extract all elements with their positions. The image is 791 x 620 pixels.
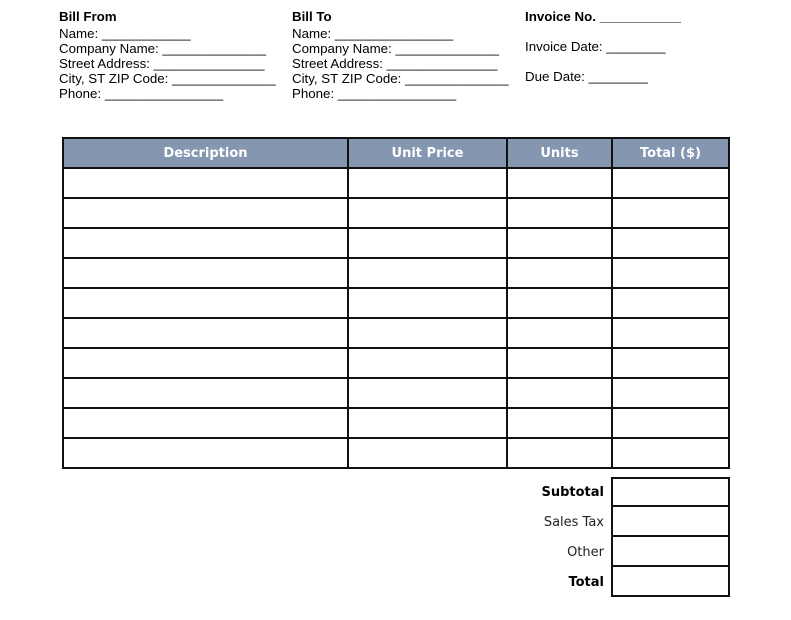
description-cell[interactable] [63,378,348,408]
total-cell[interactable] [612,378,729,408]
table-row [63,198,729,228]
bill-to-city-field[interactable]: City, ST ZIP Code: ______________ [292,71,509,86]
bill-to-street-field[interactable]: Street Address: _______________ [292,56,498,71]
other-row [500,537,730,567]
units-cell[interactable] [507,168,612,198]
table-row [63,378,729,408]
bill-from-city-field[interactable]: City, ST ZIP Code: ______________ [59,71,276,86]
column-header-total: Total ($) [612,138,729,168]
bill-to-section [292,9,509,101]
invoice-date-field[interactable]: Invoice Date: ________ [525,39,666,54]
unit-price-cell[interactable] [348,258,507,288]
bill-from-phone-field[interactable]: Phone: ________________ [59,86,224,101]
subtotal-label: Subtotal [541,484,604,500]
units-cell[interactable] [507,348,612,378]
other-cell[interactable] [611,537,730,567]
units-cell[interactable] [507,288,612,318]
table-row [63,348,729,378]
table-row [63,288,729,318]
table-row [63,318,729,348]
line-items-body [63,168,729,468]
total-label: Total [568,574,604,590]
sales-tax-cell[interactable] [611,507,730,537]
table-row [63,438,729,468]
unit-price-cell[interactable] [348,288,507,318]
total-cell[interactable] [612,408,729,438]
bill-from-title: Bill From [59,9,117,24]
bill-to-phone-field[interactable]: Phone: ________________ [292,86,457,101]
unit-price-cell[interactable] [348,198,507,228]
unit-price-cell[interactable] [348,378,507,408]
total-cell[interactable] [612,438,729,468]
table-row [63,408,729,438]
total-cell[interactable] [612,198,729,228]
description-cell[interactable] [63,258,348,288]
description-cell[interactable] [63,198,348,228]
bill-to-name-field[interactable]: Name: ________________ [292,26,454,41]
column-header-description: Description [63,138,348,168]
unit-price-cell[interactable] [348,168,507,198]
units-cell[interactable] [507,378,612,408]
bill-from-street-field[interactable]: Street Address: _______________ [59,56,265,71]
total-row [500,567,730,597]
column-header-unit-price: Unit Price [348,138,507,168]
table-row [63,228,729,258]
description-cell[interactable] [63,348,348,378]
description-cell[interactable] [63,228,348,258]
units-cell[interactable] [507,258,612,288]
invoice-number-field[interactable]: Invoice No. ___________ [525,9,681,24]
unit-price-cell[interactable] [348,228,507,258]
other-label: Other [567,544,604,560]
unit-price-cell[interactable] [348,318,507,348]
invoice-info-section [525,9,681,99]
total-cell[interactable] [612,258,729,288]
units-cell[interactable] [507,438,612,468]
total-cell[interactable] [612,348,729,378]
units-cell[interactable] [507,408,612,438]
sales-tax-row [500,507,730,537]
column-header-units: Units [507,138,612,168]
bill-from-company-field[interactable]: Company Name: ______________ [59,41,266,56]
unit-price-cell[interactable] [348,438,507,468]
bill-from-name-field[interactable]: Name: ____________ [59,26,191,41]
description-cell[interactable] [63,168,348,198]
description-cell[interactable] [63,408,348,438]
subtotal-cell[interactable] [611,477,730,507]
table-row [63,168,729,198]
total-cell[interactable] [612,228,729,258]
bill-to-company-field[interactable]: Company Name: ______________ [292,41,499,56]
description-cell[interactable] [63,288,348,318]
due-date-field[interactable]: Due Date: ________ [525,69,648,84]
total-cell[interactable] [612,288,729,318]
total-cell[interactable] [612,318,729,348]
sales-tax-label: Sales Tax [543,514,604,530]
units-cell[interactable] [507,228,612,258]
unit-price-cell[interactable] [348,348,507,378]
subtotal-row [500,477,730,507]
unit-price-cell[interactable] [348,408,507,438]
total-cell[interactable] [611,567,730,597]
bill-to-title: Bill To [292,9,332,24]
units-cell[interactable] [507,198,612,228]
units-cell[interactable] [507,318,612,348]
description-cell[interactable] [63,318,348,348]
table-row [63,258,729,288]
bill-from-section [59,9,276,101]
summary-section [500,477,730,597]
table-header-row [63,138,729,168]
line-items-table [62,137,730,469]
total-cell[interactable] [612,168,729,198]
description-cell[interactable] [63,438,348,468]
